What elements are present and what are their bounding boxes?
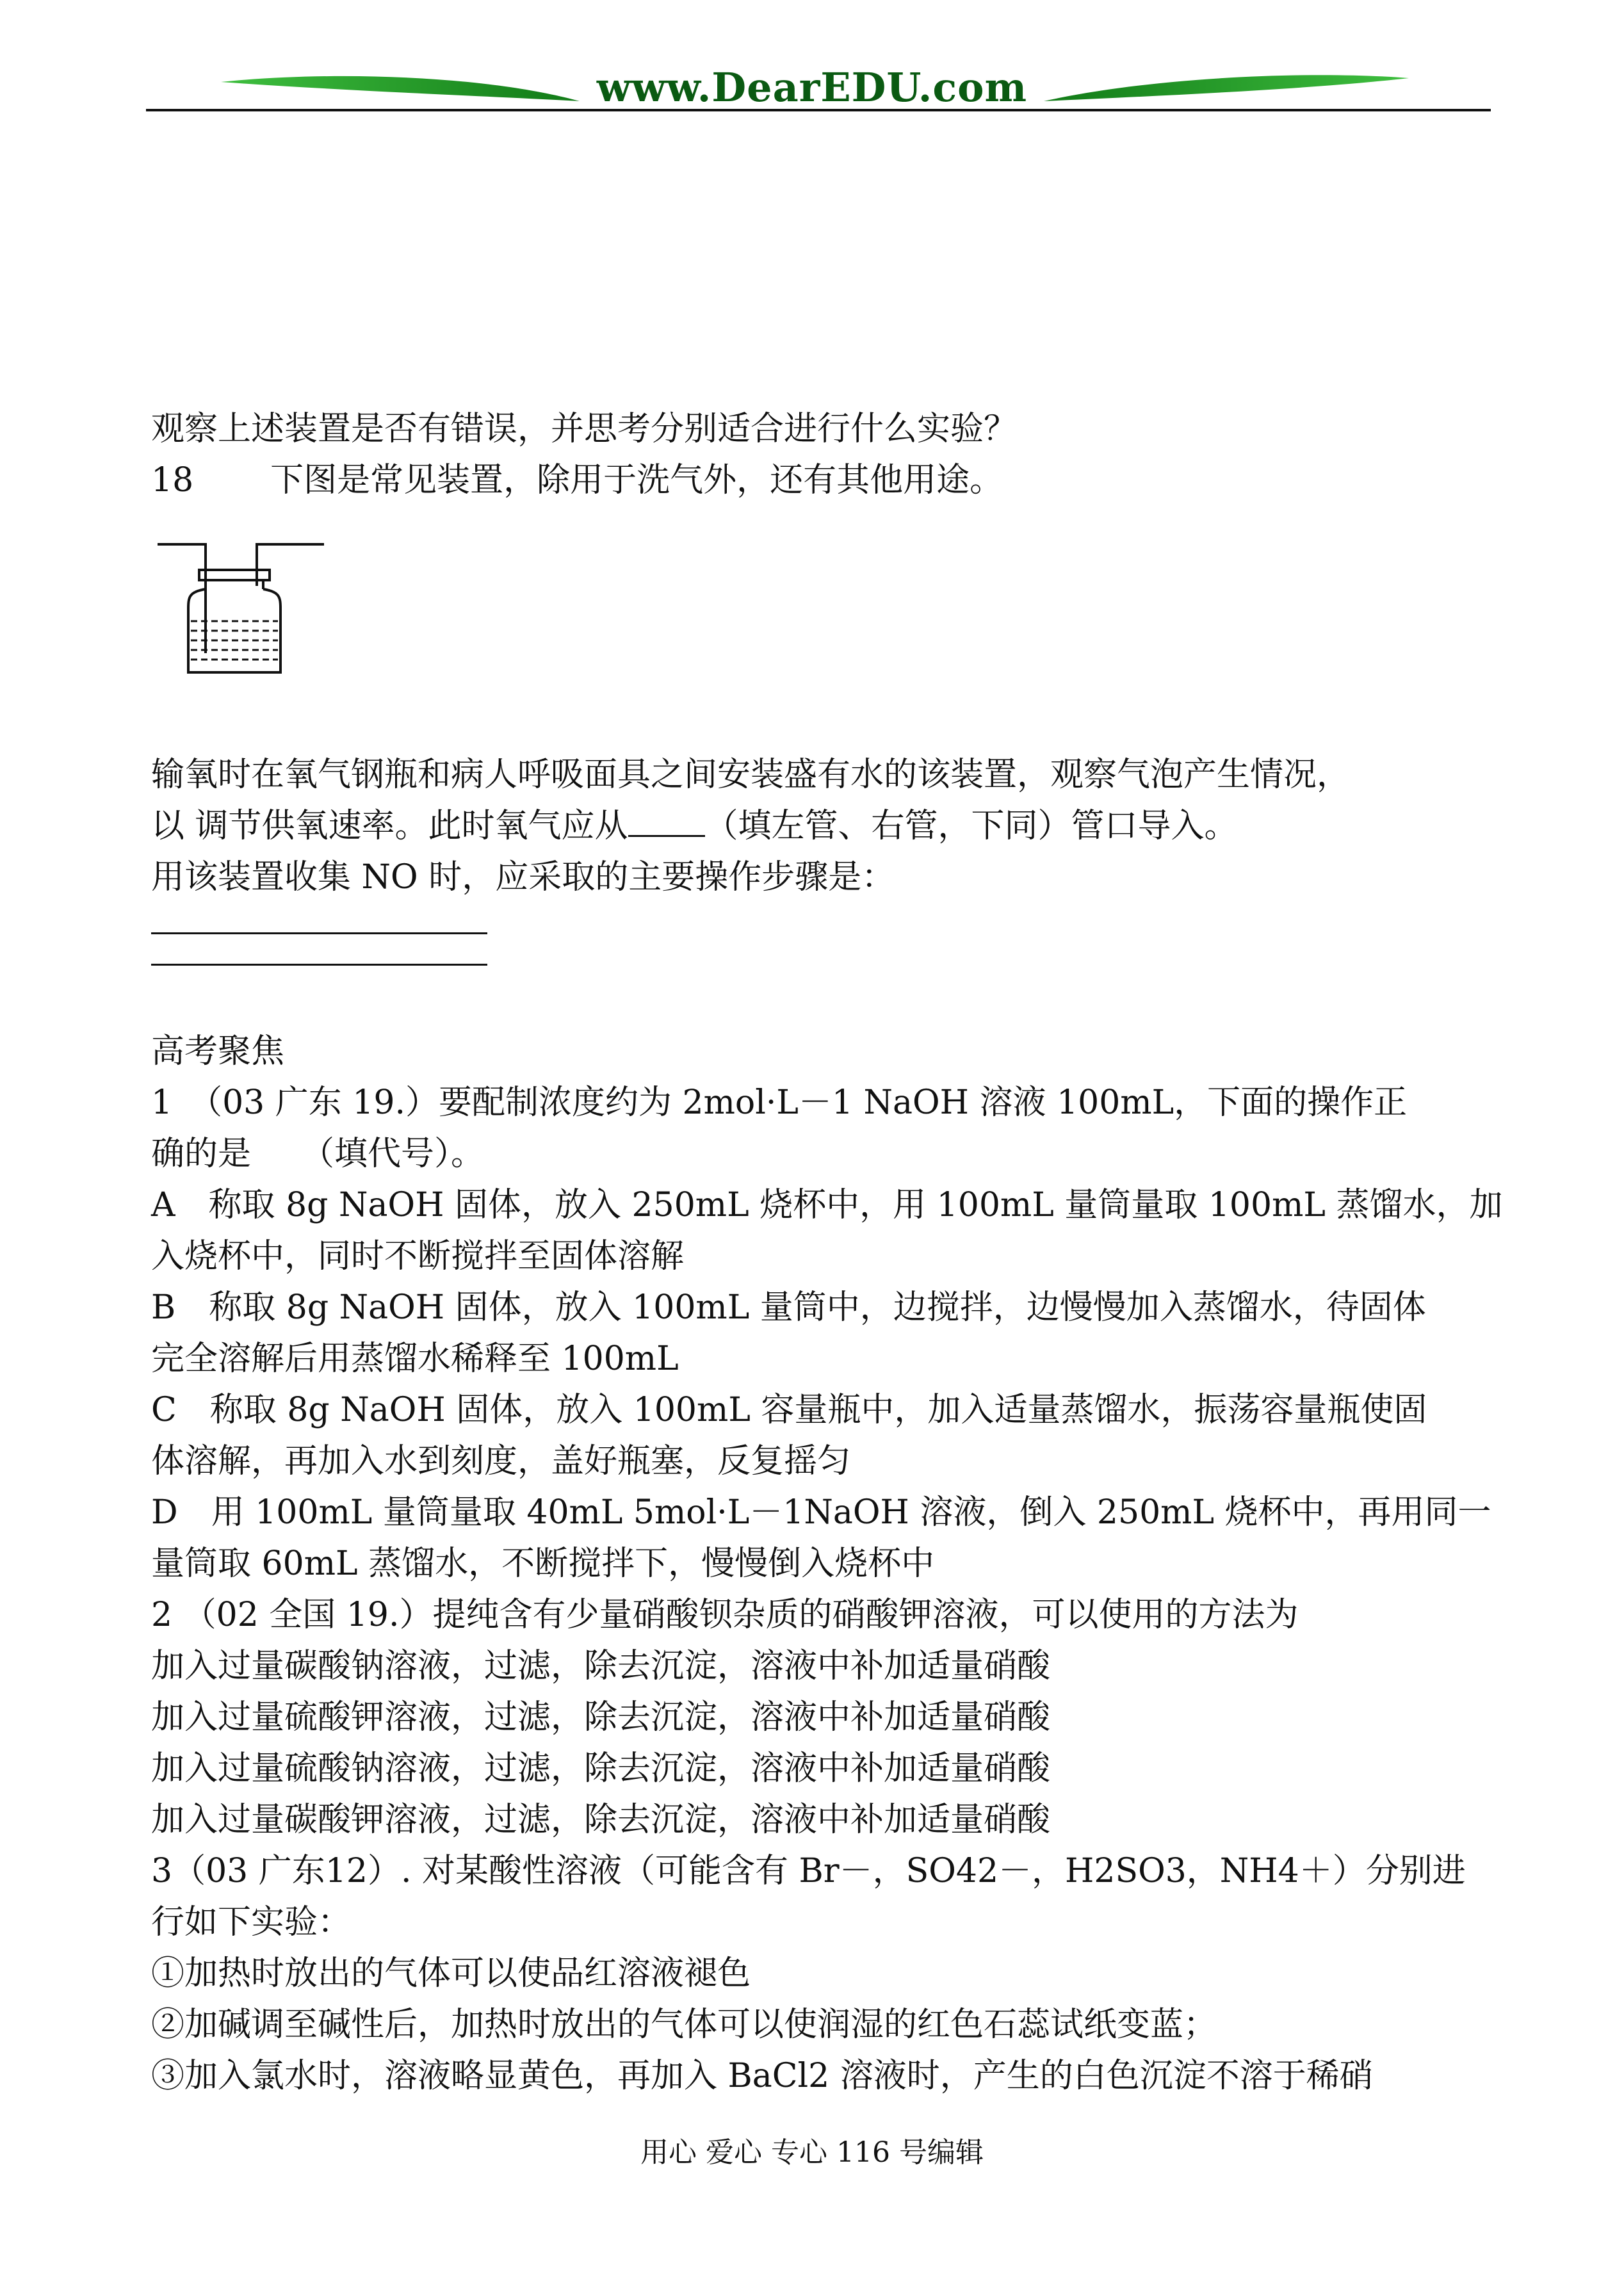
q18-line3: 用该装置收集 NO 时，应采取的主要操作步骤是： (151, 858, 895, 896)
gaokao-title: 高考聚焦 (151, 1032, 285, 1071)
q3-line2: 行如下实验： (151, 1903, 352, 1942)
q2-option-3: 加入过量硫酸钠溶液，过滤，除去沉淀，溶液中补加适量硝酸 (151, 1749, 1051, 1788)
q1-option-a-line2: 入烧杯中，同时不断搅拌至固体溶解 (151, 1237, 685, 1276)
gas-bottle-icon (151, 525, 330, 679)
q18-intro-line (151, 455, 1483, 506)
q18-intro: 下图是常见装置，除用于洗气外，还有其他用途。 (270, 461, 1003, 499)
q2-option-1: 加入过量碳酸钠溶液，过滤，除去沉淀，溶液中补加适量硝酸 (151, 1647, 1051, 1685)
gas-washing-bottle-figure (151, 519, 1483, 743)
q17-text: 观察上述装置是否有错误，并思考分别适合进行什么实验？ (151, 410, 1018, 448)
q1-option-d-line2: 量筒取 60mL 蒸馏水，不断搅拌下，慢慢倒入烧杯中 (151, 1545, 935, 1583)
page-header (0, 0, 1624, 128)
q1-line1: 1 （03 广东 19.）要配制浓度约为 2mol·L－1 NaOH 溶液 100mL，下面的操作正 (151, 1083, 1408, 1122)
q1-option-a-line1: A 称取 8g NaOH 固体，放入 250mL 烧杯中，用 100mL 量筒量取 100mL 蒸馏水，加 (151, 1186, 1503, 1224)
q18-line2: 以 调节供氧速率。此时氧气应从 （填左管、右管，下同）管口导入。 (151, 800, 1483, 852)
document-body (151, 403, 1503, 2102)
answer-line-2 (151, 964, 487, 966)
q2-option-2: 加入过量硫酸钾溶液，过滤，除去沉淀，溶液中补加适量硝酸 (151, 1698, 1051, 1737)
q1-option-c-line2: 体溶解，再加入水到刻度，盖好瓶塞，反复摇匀 (151, 1442, 851, 1480)
q1-option-c-line1: C 称取 8g NaOH 固体，放入 100mL 容量瓶中，加入适量蒸馏水，振荡容量瓶使固 (151, 1391, 1427, 1429)
q1-line2: 确的是 （填代号）。 (151, 1135, 485, 1173)
q2-line1: 2 （02 全国 19.）提纯含有少量硝酸钡杂质的硝酸钾溶液，可以使用的方法为 (151, 1596, 1299, 1634)
site-logo-text: www.DearEDU.com (596, 64, 1028, 111)
fill-blank (628, 803, 705, 837)
q1-option-b-line2: 完全溶解后用蒸馏水稀释至 100mL (151, 1340, 679, 1378)
q2-option-4: 加入过量碳酸钾溶液，过滤，除去沉淀，溶液中补加适量硝酸 (151, 1801, 1051, 1839)
q1-option-b-line1: B 称取 8g NaOH 固体，放入 100mL 量筒中，边搅拌，边慢慢加入蒸馏水，待固体 (151, 1288, 1426, 1327)
q18-line1: 输氧时在氧气钢瓶和病人呼吸面具之间安装盛有水的该装置，观察气泡产生情况， (151, 756, 1351, 794)
q3-experiment-2: ②加碱调至碱性后，加热时放出的气体可以使润湿的红色石蕊试纸变蓝； (151, 2006, 1217, 2044)
q3-experiment-1: ①加热时放出的气体可以使品红溶液褪色 (151, 1954, 751, 1993)
q3-experiment-3: ③加入氯水时，溶液略显黄色，再加入 BaCl2 溶液时，产生的白色沉淀不溶于稀硝 (151, 2057, 1373, 2095)
q18-number: 18 (151, 461, 194, 499)
answer-line-1 (151, 932, 487, 934)
q1-option-d-line1: D 用 100mL 量筒量取 40mL 5mol·L－1NaOH 溶液，倒入 250mL 烧杯中，再用同一 (151, 1493, 1491, 1532)
q3-line1: 3（03 广东12）. 对某酸性溶液（可能含有 Br－，SO42－，H2SO3，NH4＋）分别进 (151, 1852, 1466, 1890)
page-footer: 用心 爱心 专心 116 号编辑 (640, 2136, 984, 2169)
